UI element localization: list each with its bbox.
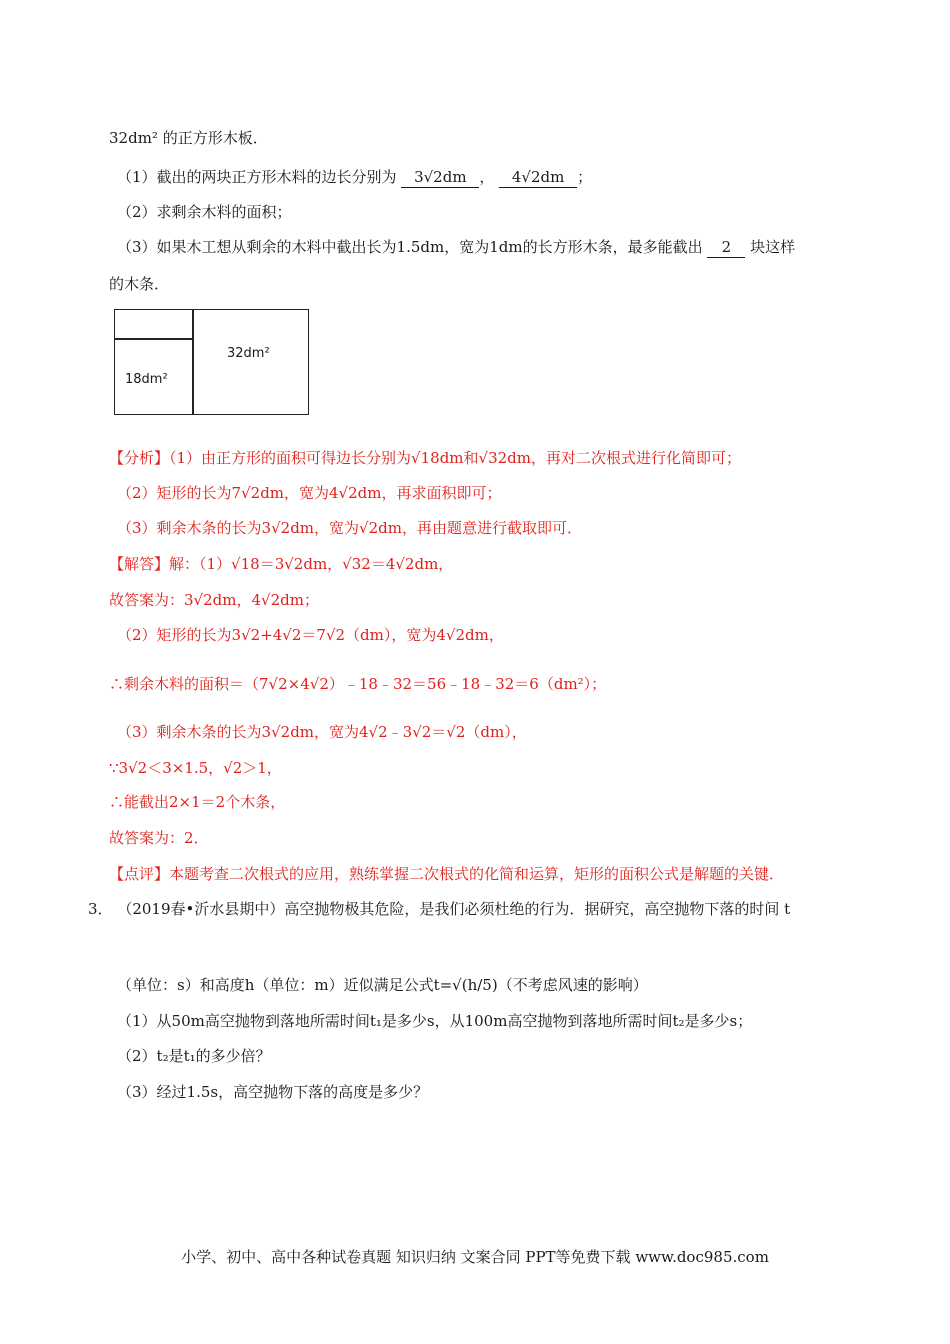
answer-line-8: 故答案为：2．	[109, 829, 209, 847]
problem-3-q3: （3）经过1.5s，高空抛物下落的高度是多少？	[117, 1083, 429, 1101]
answer-line-1: 【解答】解：（1）√18＝3√2dm，√32＝4√2dm，	[109, 555, 454, 573]
answer-line-4: ∴剩余木料的面积＝（7√2×4√2）﹣18﹣32＝56﹣18﹣32＝6（dm²）；	[109, 675, 607, 693]
divider-vertical	[192, 310, 194, 414]
question-3-cont: 的木条．	[109, 275, 170, 293]
analysis-line-3: （3）剩余木条的长为3√2dm，宽为√2dm，再由题意进行截取即可．	[117, 519, 582, 537]
answer-blank-2: 4√2dm	[499, 167, 577, 188]
problem-3-header	[88, 899, 790, 919]
analysis-title: 【分析】	[109, 449, 170, 467]
page-footer: 小学、初中、高中各种试卷真题 知识归纳 文案合同 PPT等免费下载 www.doc985.com	[181, 1248, 769, 1266]
problem-3-q1: （1）从50m高空抛物到落地所需时间t₁是多少s，从100m高空抛物到落地所需时间t₂是多少s；	[117, 1012, 753, 1030]
problem-3-formula-line: （单位：s）和高度h（单位：m）近似满足公式t=√(h/5)（不考虑风速的影响）	[117, 976, 648, 994]
comment-line: 【点评】本题考查二次根式的应用，熟练掌握二次根式的化简和运算，矩形的面积公式是解题的关键．	[109, 865, 785, 883]
problem-3-text: （2019春•沂水县期中）高空抛物极其危险，是我们必须杜绝的行为．据研究，高空抛物下落的时间 t	[117, 900, 791, 918]
answer-line-5: （3）剩余木条的长为3√2dm，宽为4√2﹣3√2＝√2（dm），	[117, 723, 527, 741]
label-32: 32dm²	[227, 346, 270, 361]
area-text: 32dm² 的正方形木板．	[109, 129, 268, 147]
analysis-line-2: （2）矩形的长为7√2dm，宽为4√2dm，再求面积即可；	[117, 484, 502, 502]
wood-board-diagram	[114, 309, 309, 415]
answer-line-7: ∴能截出2×1＝2个木条，	[109, 793, 286, 811]
answer-blank-3: 2	[707, 237, 745, 258]
question-2: （2）求剩余木料的面积；	[117, 203, 292, 221]
problem-3-q2: （2）t₂是t₁的多少倍？	[117, 1047, 271, 1065]
question-1: （1）截出的两块正方形木料的边长分别为 3√2dm ， 4√2dm ；	[117, 168, 593, 186]
answer-blank-1: 3√2dm	[401, 167, 479, 188]
analysis-line-1: 【分析】（1）由正方形的面积可得边长分别为√18dm和√32dm，再对二次根式进行化简即可；	[109, 449, 742, 467]
answer-title: 【解答】	[109, 555, 170, 573]
answer-line-6: ∵3√2＜3×1.5，√2＞1，	[109, 759, 282, 777]
question-3: （3）如果木工想从剩余的木料中截出长为1.5dm，宽为1dm的长方形木条，最多能截出 2 块这样	[117, 238, 796, 256]
answer-line-3: （2）矩形的长为3√2+4√2＝7√2（dm），宽为4√2dm，	[117, 626, 504, 644]
comment-title: 【点评】	[109, 865, 170, 883]
area-line	[109, 128, 268, 148]
divider-horizontal	[115, 338, 193, 340]
problem-3-number: 3．	[88, 900, 113, 918]
answer-line-2: 故答案为：3√2dm，4√2dm；	[109, 591, 319, 609]
label-18: 18dm²	[125, 372, 168, 387]
